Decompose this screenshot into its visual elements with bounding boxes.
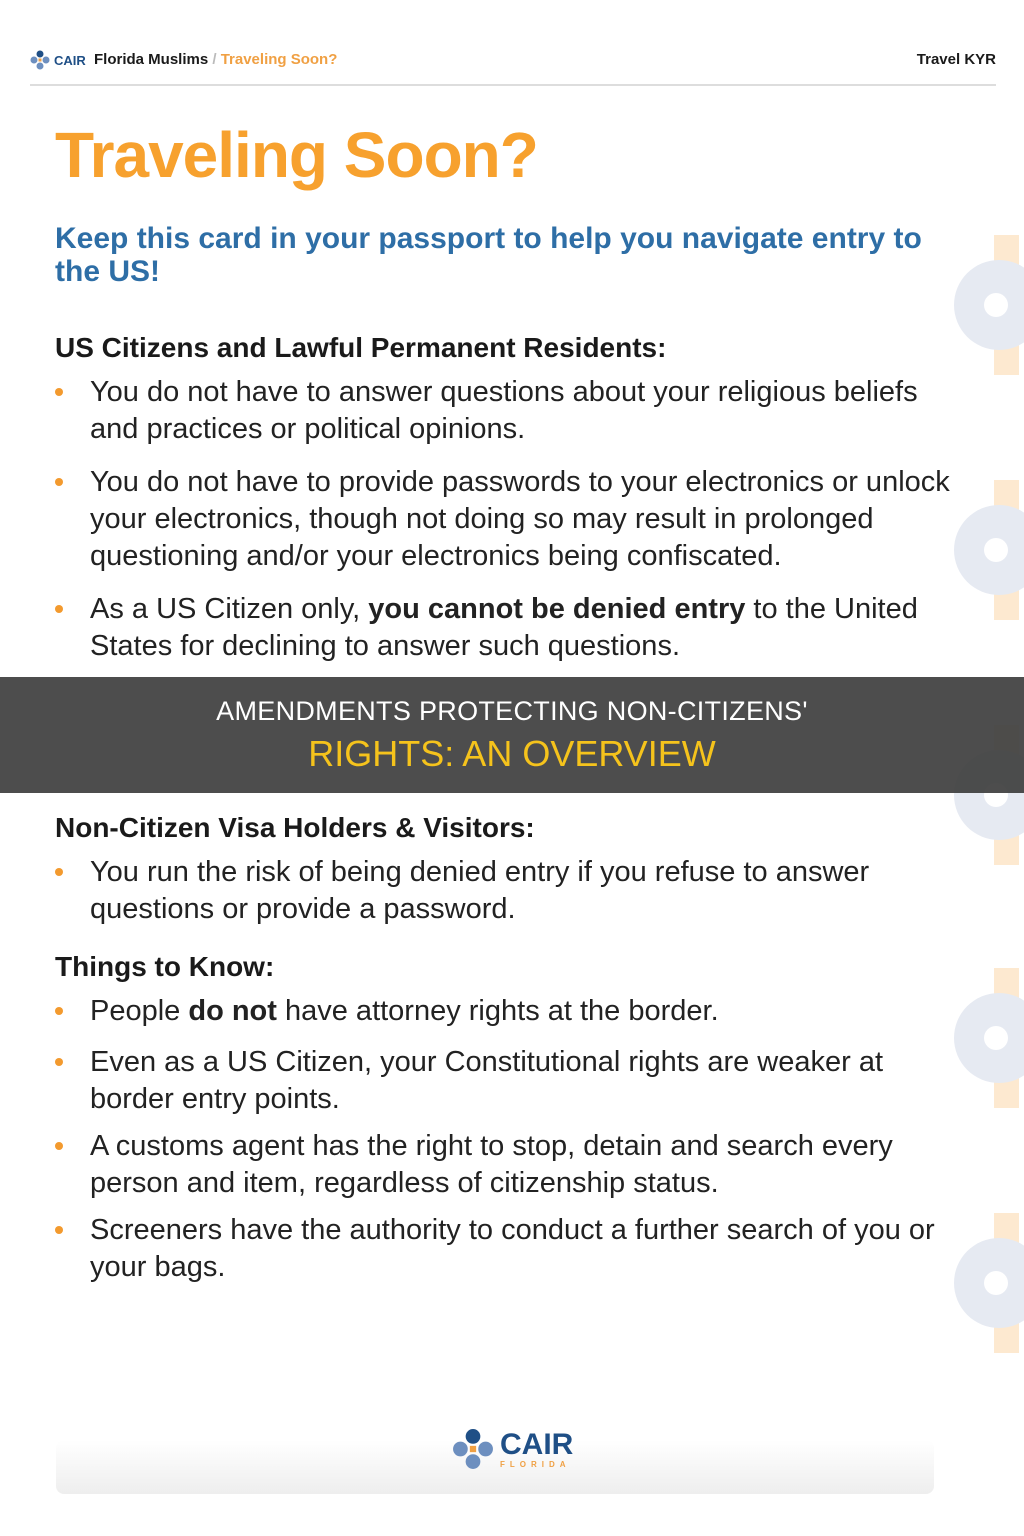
footer-logo-text: CAIR xyxy=(500,1427,574,1461)
bullet-icon xyxy=(55,868,63,876)
list-item xyxy=(55,591,955,665)
item-text: As a US Citizen only, xyxy=(90,593,369,625)
header-divider xyxy=(30,84,996,86)
title-overlay xyxy=(0,677,1024,793)
list-item xyxy=(55,1128,955,1202)
section-list xyxy=(55,854,955,928)
section-heading: Things to Know: xyxy=(55,951,275,982)
breadcrumb-current[interactable]: Traveling Soon? xyxy=(220,51,338,68)
overlay-title-line2: RIGHTS: AN OVERVIEW xyxy=(308,733,716,774)
header-logo[interactable] xyxy=(30,50,86,70)
cair-logo-icon xyxy=(30,50,50,70)
item-bold-text: you cannot be denied entry xyxy=(368,593,746,625)
bullet-icon xyxy=(55,1142,63,1150)
list-item xyxy=(55,374,955,448)
header-logo-text: CAIR xyxy=(54,52,86,68)
item-text: Screeners have the authority to conduct a further search of you or your bags. xyxy=(90,1214,935,1283)
list-item xyxy=(55,993,955,1030)
breadcrumb xyxy=(94,51,337,68)
header-right-label[interactable]: Travel KYR xyxy=(916,51,996,68)
section-heading: Non-Citizen Visa Holders & Visitors: xyxy=(55,812,535,843)
list-item xyxy=(55,464,955,575)
item-text: You run the risk of being denied entry if you refuse to answer questions or provide a password. xyxy=(90,856,870,925)
item-text: have attorney rights at the border. xyxy=(276,995,719,1027)
item-text: to the United States for declining to answer such questions. xyxy=(90,593,918,662)
item-text: Even as a US Citizen, your Constitutional rights are weaker at border entry points. xyxy=(90,1046,884,1115)
item-text: People xyxy=(90,995,189,1027)
page-subtitle: Keep this card in your passport to help you navigate entry to the US! xyxy=(55,222,922,288)
bullet-icon xyxy=(55,1058,63,1066)
breadcrumb-root[interactable]: Florida Muslims xyxy=(94,51,209,68)
item-text: You do not have to provide passwords to your electronics or unlock your electronics, though not doing so may result in prolonged questioning and/or your electronics being confiscated. xyxy=(90,466,950,572)
section-list xyxy=(55,993,955,1286)
footer-logo xyxy=(452,1428,573,1470)
breadcrumb-separator: / xyxy=(212,51,217,68)
cair-logo-icon xyxy=(452,1428,494,1470)
bullet-icon xyxy=(55,1226,63,1234)
section-heading: US Citizens and Lawful Permanent Residents: xyxy=(55,332,667,363)
item-text: You do not have to answer questions about your religious beliefs and practices or political opinions. xyxy=(90,376,918,445)
page-title: Traveling Soon? xyxy=(55,119,538,191)
section-list xyxy=(55,374,955,665)
item-text: A customs agent has the right to stop, detain and search every person and item, regardless of citizenship status. xyxy=(90,1130,893,1199)
list-item xyxy=(55,854,955,928)
item-bold-text: do not xyxy=(188,995,277,1027)
footer-logo-subtext: FLORIDA xyxy=(500,1459,571,1469)
bullet-icon xyxy=(55,478,63,486)
list-item xyxy=(55,1212,955,1286)
bullet-icon xyxy=(55,1007,63,1015)
bullet-icon xyxy=(55,388,63,396)
bullet-icon xyxy=(55,605,63,613)
card-content xyxy=(0,118,1024,1286)
overlay-title-line1: AMENDMENTS PROTECTING NON-CITIZENS' xyxy=(216,696,808,726)
list-item xyxy=(55,1044,955,1118)
